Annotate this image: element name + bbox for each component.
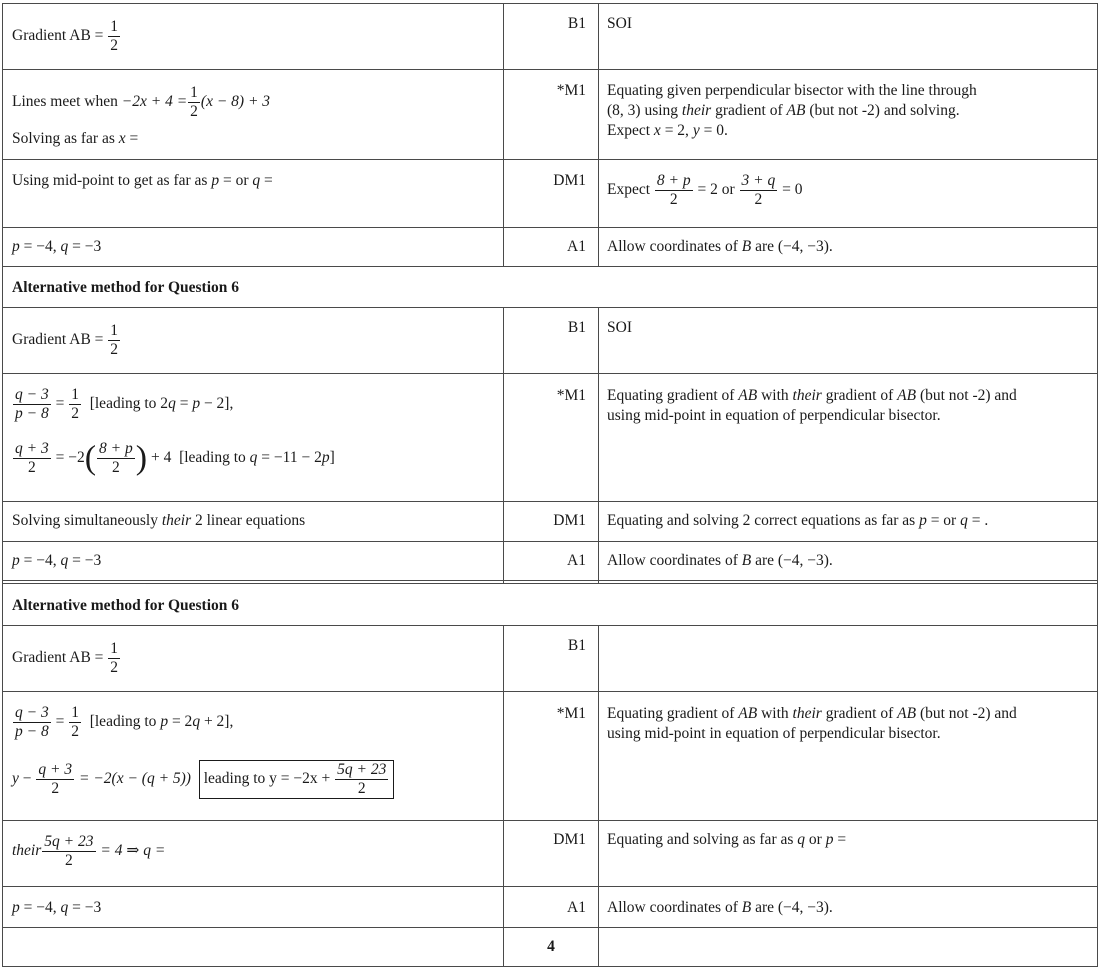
- guidance: SOI: [607, 319, 632, 336]
- table-border-right: [1097, 3, 1098, 967]
- working-gradient: Gradient AB = $\frac{1}{2}$: [12, 18, 119, 54]
- mark-code: B1: [567, 637, 586, 654]
- working-gradient-equation: $\frac{q - 3}{p - 8}$ = $\frac{1}{2}$ [leading to 2q = p − 2],: [15, 386, 234, 422]
- working-answer: p = −4, q = −3: [12, 899, 102, 916]
- row-divider: [2, 580, 1098, 584]
- working-simultaneous: Solving simultaneously their 2 linear equations: [12, 512, 306, 529]
- row-divider: [2, 159, 1098, 160]
- guidance: Equating given perpendicular bisector with the line through (8, 3) using their gradient of AB (but not -2) and solving. Expect x = 2, y = 0.: [607, 82, 977, 139]
- guidance: SOI: [607, 15, 632, 32]
- table-border-top: [2, 3, 1098, 4]
- row-divider: [2, 541, 1098, 542]
- table-border-left: [2, 3, 3, 967]
- guidance: Allow coordinates of B are (−4, −3).: [607, 238, 833, 255]
- section-heading: Alternative method for Question 6: [12, 597, 240, 614]
- guidance: Equating gradient of AB with their gradient of AB (but not -2) and using mid-point in equation of perpendicular bisector.: [607, 387, 1017, 424]
- mark-code: B1: [567, 15, 586, 32]
- working-bisector-equation: $\frac{q + 3}{2}$ = −2( $\frac{8 + p}{2}$ ) + 4 [leading to q = −11 − 2p]: [15, 439, 335, 477]
- working-solve-q: their $\frac{5q + 23}{2}$ = 4 ⇒ q =: [12, 833, 166, 869]
- row-divider: [2, 69, 1098, 70]
- row-divider: [2, 927, 1098, 928]
- mark-code: B1: [567, 319, 586, 336]
- mark-code: A1: [567, 899, 586, 916]
- guidance: Equating and solving as far as q or p =: [607, 831, 847, 848]
- mark-code: *M1: [556, 705, 586, 722]
- total-marks: 4: [547, 938, 555, 955]
- mark-code: A1: [567, 552, 586, 569]
- working-lines-meet: Lines meet when −2x + 4 = $\frac{1}{2}$ (x − 8) + 3: [12, 84, 271, 120]
- row-divider: [2, 625, 1098, 626]
- working-gradient-equation: $\frac{q - 3}{p - 8}$ = $\frac{1}{2}$ [leading to p = 2q + 2],: [15, 704, 234, 740]
- row-divider: [2, 307, 1098, 308]
- guidance: Equating gradient of AB with their gradient of AB (but not -2) and using mid-point in equation of perpendicular bisector.: [607, 705, 1017, 742]
- working-answer: p = −4, q = −3: [12, 552, 102, 569]
- guidance: Allow coordinates of B are (−4, −3).: [607, 552, 833, 569]
- working-answer: p = −4, q = −3: [12, 238, 102, 255]
- row-divider: [2, 691, 1098, 692]
- column-divider: [503, 307, 504, 584]
- row-divider: [2, 227, 1098, 228]
- row-divider: [2, 501, 1098, 502]
- row-divider: [2, 266, 1098, 267]
- working-midpoint: Using mid-point to get as far as p = or q =: [12, 172, 273, 189]
- guidance: Allow coordinates of B are (−4, −3).: [607, 899, 833, 916]
- mark-code: *M1: [556, 82, 586, 99]
- table-border-bottom: [2, 966, 1098, 967]
- section-heading: Alternative method for Question 6: [12, 279, 240, 296]
- column-divider: [598, 625, 599, 967]
- mark-code: DM1: [553, 831, 586, 848]
- guidance: Expect $\frac{8 + p}{2}$ = 2 or $\frac{3 + q}{2}$ = 0: [607, 172, 803, 208]
- row-divider: [2, 886, 1098, 887]
- row-divider: [2, 820, 1098, 821]
- mark-code: A1: [567, 238, 586, 255]
- mark-code: *M1: [556, 387, 586, 404]
- working-solving: Solving as far as x =: [12, 130, 139, 147]
- column-divider: [598, 3, 599, 267]
- working-gradient: Gradient AB = $\frac{1}{2}$: [12, 640, 119, 676]
- column-divider: [503, 3, 504, 267]
- mark-code: DM1: [553, 512, 586, 529]
- column-divider: [598, 307, 599, 584]
- mark-code: DM1: [553, 172, 586, 189]
- working-gradient: Gradient AB = $\frac{1}{2}$: [12, 322, 119, 358]
- guidance: Equating and solving 2 correct equations as far as p = or q = .: [607, 512, 989, 529]
- working-bisector-equation: y − $\frac{q + 3}{2}$ = −2(x − (q + 5)) leading to y = −2x + $\frac{5q + 23}{2}$: [12, 760, 394, 799]
- row-divider: [2, 373, 1098, 374]
